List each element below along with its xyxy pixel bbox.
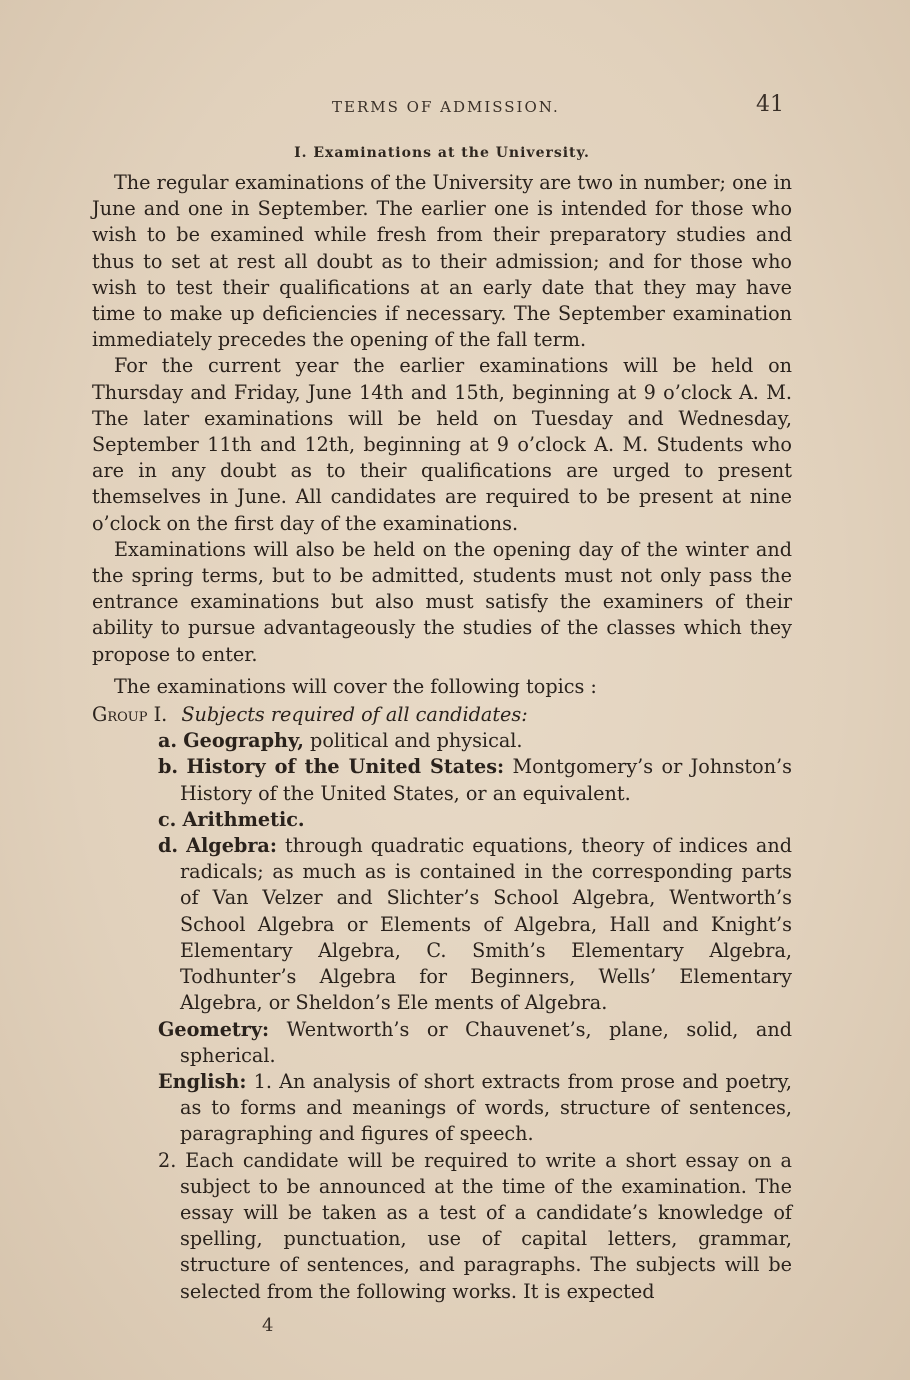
item-text: political and physical.	[303, 729, 523, 753]
item-marker: b.	[158, 755, 179, 779]
group-label: Group I.	[92, 703, 168, 727]
list-item-geometry	[92, 1017, 792, 1069]
item-text: Wentworth’s or Chauvenet’s, plane, solid, and spherical.	[180, 1017, 792, 1067]
body-text	[92, 170, 792, 1305]
group-title: Subjects required of all candidates:	[181, 703, 528, 727]
item-marker: a.	[158, 729, 178, 753]
paragraph-topics-intro: The examinations will cover the following topics :	[114, 674, 597, 698]
paragraph-current-year: For the current year the earlier examinations will be held on Thursday and Friday, June 14th and 15th, beginning at 9 o’clock A. M. The later examinations will be held on Tuesday and Wednesday, September 11th and 12th, beginning at 9 o’clock A. M. Students who are in any doubt as to their qualifications are urged to present themselves in June. All candidates are required to be present at nine o’clock on the first day of the examinations.	[92, 354, 792, 535]
item-text: through quadratic equations, theory of indices and radicals; as much as is contained in the corresponding parts of Van Velzer and Slichter’s School Algebra, Wentworth’s School Algebra or Elements of Algebra, Hall and Knight’s Elementary Algebra, C. Smith’s Elementary Algebra, Todhunter’s Algebra for Beginners, Wells’ Elementary Algebra, or Sheldon’s Ele ments of Algebra.	[180, 834, 792, 1015]
item-text: Montgomery’s or Johnston’s History of the United States, or an equivalent.	[180, 755, 792, 805]
list-item-english	[92, 1069, 792, 1148]
page-number: 41	[756, 92, 784, 117]
group-heading	[92, 702, 792, 728]
item-term: History of the United States:	[186, 755, 505, 779]
item-term: English:	[158, 1069, 247, 1093]
running-header	[92, 92, 792, 122]
item-term: Arithmetic.	[182, 807, 305, 831]
list-item-geography	[92, 728, 792, 754]
item-marker: c.	[158, 807, 177, 831]
list-item-arithmetic	[92, 807, 792, 833]
list-item-english-essay: 2. Each candidate will be required to write a short essay on a subject to be announced at the time of the examination. The essay will be taken as a test of a candidate’s knowledge of spelling, punctuation, use of capital letters, grammar, structure of sentences, and paragraphs. The subjects will be selected from the following works. It is expected	[158, 1148, 792, 1303]
item-text: 1. An analysis of short extracts from prose and poetry, as to forms and meanings of words, structure of sentences, paragraphing and figures of speech.	[180, 1069, 792, 1146]
item-term: Geography,	[183, 729, 304, 753]
list-item-history	[92, 754, 792, 806]
running-title: TERMS OF ADMISSION.	[332, 98, 560, 116]
item-term: Geometry:	[158, 1017, 270, 1041]
item-marker: d.	[158, 834, 179, 858]
list-item-algebra	[92, 833, 792, 1016]
paragraph-regular-examinations: The regular examinations of the University are two in number; one in June and one in September. The earlier one is intended for those who wish to be examined while fresh from their preparatory studies and thus to set at rest all doubt as to their admission; and for those who wish to test their qualifications at an early date that they may have time to make up deficiencies if necessary. The September examination immediately precedes the opening of the fall term.	[92, 171, 792, 352]
signature-mark: 4	[262, 1315, 274, 1336]
section-heading: I. Examinations at the University.	[294, 145, 590, 161]
item-term: Algebra:	[186, 834, 277, 858]
paragraph-other-terms: Examinations will also be held on the opening day of the winter and the spring terms, but to be admitted, students must not only pass the entrance examinations but also must satisfy the examiners of their ability to pursue advantageously the studies of the classes which they propose to enter.	[92, 537, 792, 666]
